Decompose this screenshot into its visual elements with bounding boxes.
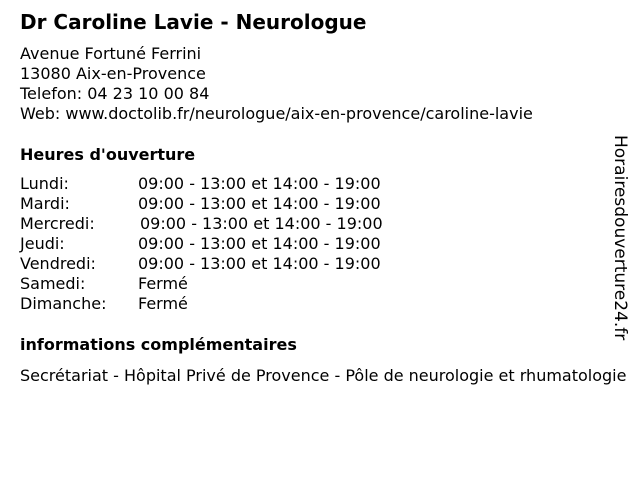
time-value: 09:00 - 13:00 et 14:00 - 19:00 — [138, 194, 381, 213]
time-value: 09:00 - 13:00 et 14:00 - 19:00 — [138, 234, 381, 253]
day-label: Jeudi: — [20, 234, 65, 253]
day-label: Lundi: — [20, 174, 69, 193]
additional-info-heading: informations complémentaires — [20, 335, 297, 354]
time-value: 09:00 - 13:00 et 14:00 - 19:00 — [140, 214, 383, 233]
website-url: Web: www.doctolib.fr/neurologue/aix-en-provence/caroline-lavie — [20, 104, 533, 123]
opening-hours-heading: Heures d'ouverture — [20, 145, 196, 164]
day-label: Mardi: — [20, 194, 70, 213]
page-title: Dr Caroline Lavie - Neurologue — [20, 10, 367, 34]
street-address: Avenue Fortuné Ferrini — [20, 44, 202, 63]
time-value: Fermé — [138, 274, 188, 293]
phone-number: Telefon: 04 23 10 00 84 — [20, 84, 210, 103]
day-label: Vendredi: — [20, 254, 96, 273]
additional-info-text: Secrétariat - Hôpital Privé de Provence - Pôle de neurologie et rhumatologie — [20, 366, 627, 385]
time-value: 09:00 - 13:00 et 14:00 - 19:00 — [138, 254, 381, 273]
time-value: Fermé — [138, 294, 188, 313]
address-block — [20, 44, 533, 124]
day-label: Mercredi: — [20, 214, 95, 233]
city-address: 13080 Aix-en-Provence — [20, 64, 206, 83]
time-value: 09:00 - 13:00 et 14:00 - 19:00 — [138, 174, 381, 193]
site-watermark: Horairesdouverture24.fr — [610, 135, 630, 341]
day-label: Dimanche: — [20, 294, 107, 313]
day-label: Samedi: — [20, 274, 86, 293]
